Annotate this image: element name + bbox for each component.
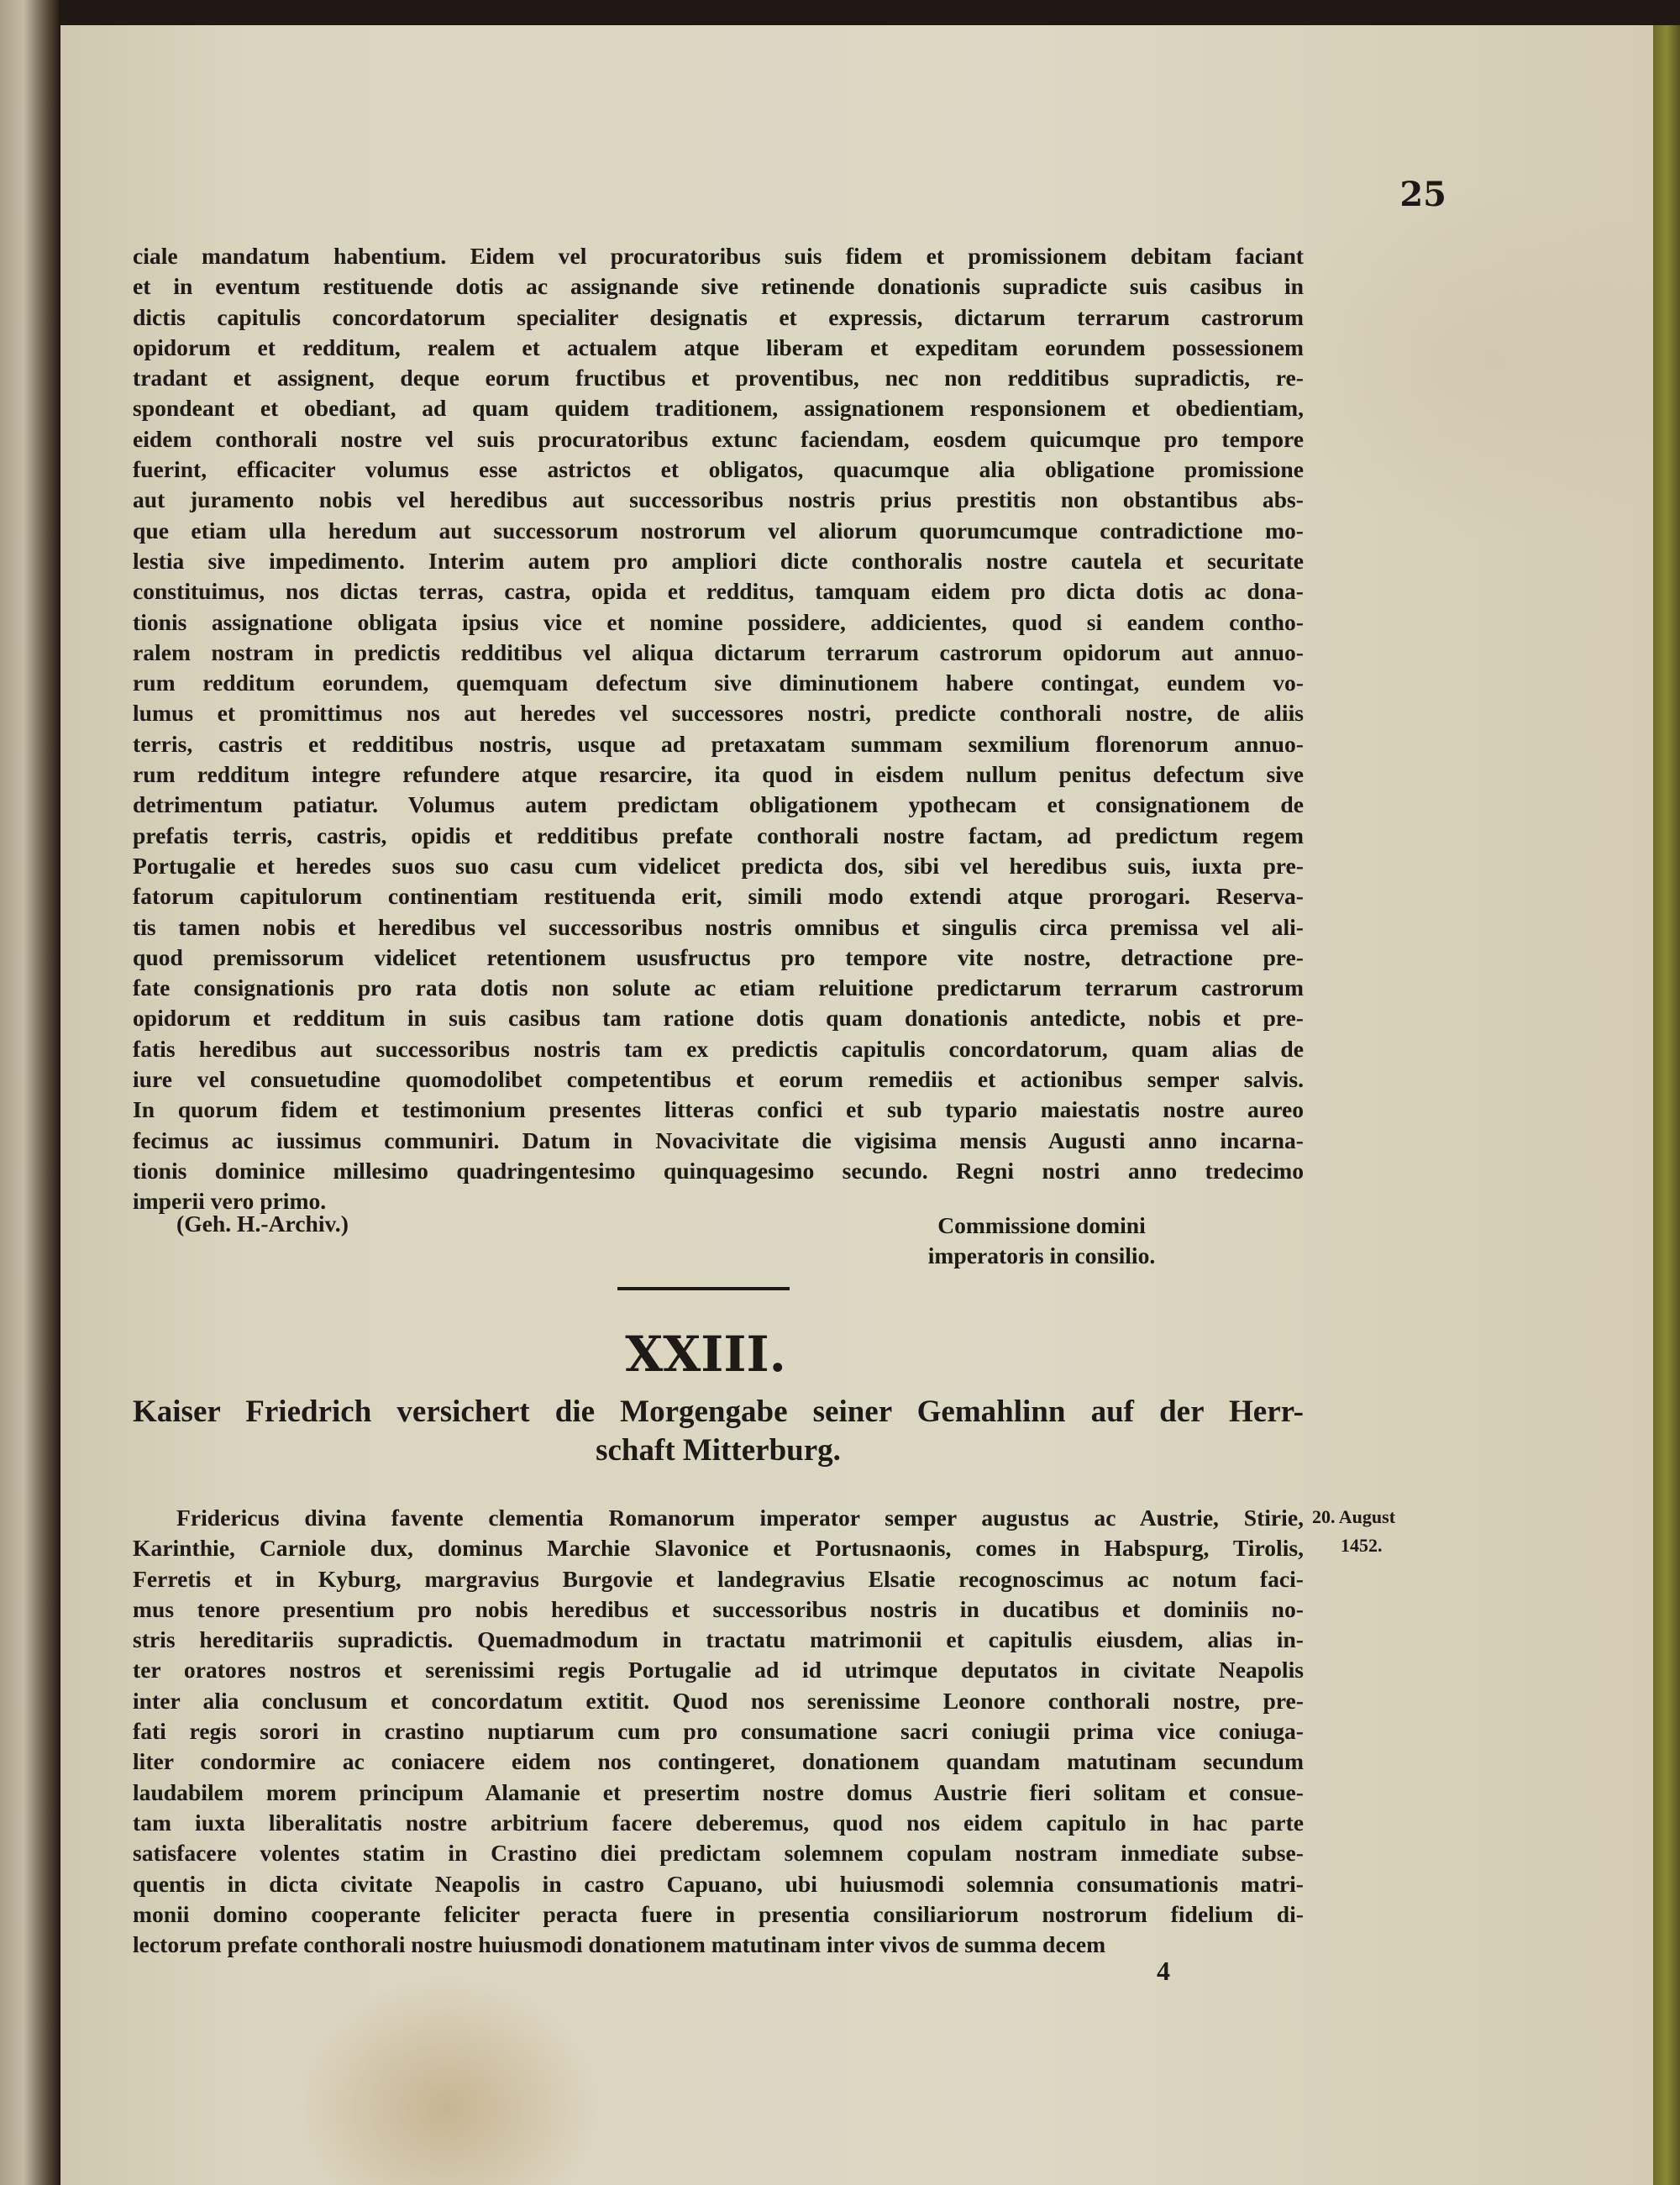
text-line: spondeant et obediant, ad quam quidem traditionem, assignationem responsionem et obedientiam, (133, 395, 1304, 422)
text-line: lestia sive impedimento. Interim autem pro ampliori dicte conthoralis nostre cautela et securitate (133, 547, 1304, 574)
text-line: fuerint, efficaciter volumus esse astrictos et obligatos, quacumque alia obligatione promissione (133, 456, 1304, 483)
book-gutter (0, 0, 59, 2185)
text-line: lectorum prefate conthorali nostre huiusmodi donationem matutinam inter vivos de summa decem (133, 1931, 1106, 1958)
text-line: fatis heredibus aut successoribus nostris tam ex predictis capitulis concordatorum, quam alias de (133, 1035, 1304, 1062)
text-line: tam iuxta liberalitatis nostre arbitrium facere deberemus, quod nos eidem capitulo in hac parte (133, 1809, 1304, 1836)
text-line: Fridericus divina favente clementia Romanorum imperator semper augustus ac Austrie, Stirie, (176, 1505, 1304, 1531)
commission-line-1: Commissione domini (937, 1212, 1146, 1238)
preceding-document-text (133, 241, 1304, 1217)
text-line: constituimus, nos dictas terras, castra, opida et redditus, tamquam eidem pro dicta dotis ac dona- (133, 578, 1304, 605)
text-line: prefatis terris, castris, opidis et redditibus prefate conthorali nostre factam, ad predictum regem (133, 822, 1304, 848)
text-line: monii domino cooperante feliciter peracta fuere in presentia consiliariorum nostrorum fidelium di- (133, 1900, 1304, 1927)
text-line: In quorum fidem et testimonium presentes litteras confici et sub typario maiestatis nostre aureo (133, 1096, 1304, 1123)
text-line: liter condormire ac coniacere eidem nos contingeret, donationem quandam matutinam secundum (133, 1748, 1304, 1775)
commission-line-2: imperatoris in consilio. (927, 1242, 1156, 1269)
text-line: laudabilem morem principum Alamanie et presertim nostre domus Austrie fieri solitam et consue- (133, 1778, 1304, 1805)
text-line: tradant et assignent, deque eorum fructibus et proventibus, nec non redditibus supradictis, re- (133, 365, 1304, 391)
text-line: eidem conthorali nostre vel suis procuratoribus extunc faciendam, eosdem quicumque pro tempore (133, 425, 1304, 452)
text-line: terris, castris et redditibus nostris, usque ad pretaxatam summam sexmilium florenorum annuo- (133, 730, 1304, 757)
margin-date-note (1312, 1503, 1463, 1560)
text-line: ter oratores nostros et serenissimi regis Portugalie ad id utrimque deputatos in civitate Neapolis (133, 1657, 1304, 1683)
commission-note (890, 1211, 1193, 1272)
margin-year: 1452. (1341, 1535, 1383, 1556)
book-edge (1653, 25, 1680, 2185)
text-line: opidorum et redditum, realem et actualem atque liberam et expeditam eorundem possessionem (133, 334, 1304, 360)
printer-signature-mark: 4 (1157, 1956, 1170, 1986)
text-line: ralem nostram in predictis redditibus vel aliqua dictarum terrarum castrorum opidorum aut annuo- (133, 638, 1304, 665)
text-line: iure vel consuetudine quomodolibet competentibus et eorum remediis et actionibus semper salvis. (133, 1066, 1304, 1093)
text-line: stris hereditariis supradictis. Quemadmodum in tractatu matrimonii et capitulis eiusdem, alias in- (133, 1626, 1304, 1653)
text-line: quentis in dicta civitate Neapolis in castro Capuano, ubi huiusmodi solemnia consumationis matri- (133, 1870, 1304, 1897)
margin-date: 20. August (1312, 1506, 1396, 1527)
text-line: lumus et promittimus nos aut heredes vel successores nostri, predicte conthorali nostre, de aliis (133, 700, 1304, 727)
text-line: fatorum capitulorum continentiam restituenda erit, simili modo extendi atque prorogari. Reserva- (133, 883, 1304, 910)
text-line: rum redditum integre refundere atque resarcire, ita quod in eisdem nullum penitus defectum sive (133, 761, 1304, 788)
text-line: Karinthie, Carniole dux, dominus Marchie Slavonice et Portusnaonis, comes in Habspurg, Tirolis, (133, 1535, 1304, 1562)
text-line: dictis capitulis concordatorum specialiter designatis et expressis, dictarum terrarum castrorum (133, 303, 1304, 330)
text-line: inter alia conclusum et concordatum extitit. Quod nos serenissime Leonore conthorali nostre, pre- (133, 1687, 1304, 1714)
text-line: Ferretis et in Kyburg, margravius Burgovie et landegravius Elsatie recognoscimus ac notum faci- (133, 1565, 1304, 1592)
page-number: 25 (1399, 175, 1446, 214)
text-line: tis tamen nobis et heredibus vel successoribus nostris omnibus et singulis circa premissa vel ali- (133, 913, 1304, 940)
text-line: Portugalie et heredes suos suo casu cum videlicet predicta dos, sibi vel heredibus suis, iuxta pre- (133, 852, 1304, 879)
text-line: ciale mandatum habentium. Eidem vel procuratoribus suis fidem et promissionem debitam faciant (133, 243, 1304, 269)
text-line: detrimentum patiatur. Volumus autem predictam obligationem ypothecam et consignationem de (133, 791, 1304, 818)
text-line: que etiam ulla heredum aut successorum nostrorum vel aliorum quorumcumque contradictione mo- (133, 517, 1304, 544)
text-line: quod premissorum videlicet retentionem ususfructus pro tempore vite nostre, detractione pre- (133, 943, 1304, 970)
text-line: aut juramento nobis vel heredibus aut successoribus nostris prius prestitis non obstantibus abs- (133, 486, 1304, 513)
section-title-line-2: schaft Mitterburg. (596, 1433, 841, 1468)
text-line: mus tenore presentium pro nobis heredibus et successoribus nostris in ducatibus et dominiis no- (133, 1595, 1304, 1622)
section-document-text (133, 1503, 1304, 1960)
section-divider (617, 1287, 790, 1290)
section-title (133, 1393, 1304, 1470)
text-line: imperii vero primo. (133, 1188, 327, 1215)
text-line: fate consignationis pro rata dotis non solute ac etiam reluitione predictarum terrarum castrorum (133, 974, 1304, 1001)
archive-source: (Geh. H.-Archiv.) (176, 1211, 349, 1237)
text-line: fecimus ac iussimus communiri. Datum in Novacivitate die vigisima mensis Augusti anno incarna- (133, 1127, 1304, 1153)
text-line: satisfacere volentes statim in Crastino diei predictam solemnem copulam nostram inmediate subse- (133, 1840, 1304, 1867)
text-line: rum redditum eorundem, quemquam defectum sive diminutionem habere contingat, eundem vo- (133, 670, 1304, 696)
text-line: et in eventum restituende dotis ac assignande sive retinende donationis supradicte suis casibus in (133, 273, 1304, 300)
text-line: tionis dominice millesimo quadringentesimo quinquagesimo secundo. Regni nostri anno tredecimo (133, 1157, 1304, 1184)
text-line: fati regis sorori in crastino nuptiarum cum pro consumatione sacri coniugii prima vice coniuga- (133, 1718, 1304, 1745)
text-line: tionis assignatione obligata ipsius vice et nomine possidere, addicientes, quod si eandem contho- (133, 608, 1304, 635)
section-number: XXIII. (625, 1326, 786, 1383)
section-title-line-1: Kaiser Friedrich versichert die Morgengabe seiner Gemahlinn auf der Herr- (133, 1395, 1304, 1429)
text-line: opidorum et redditum in suis casibus tam ratione dotis quam donationis antedicte, nobis et pre- (133, 1005, 1304, 1032)
